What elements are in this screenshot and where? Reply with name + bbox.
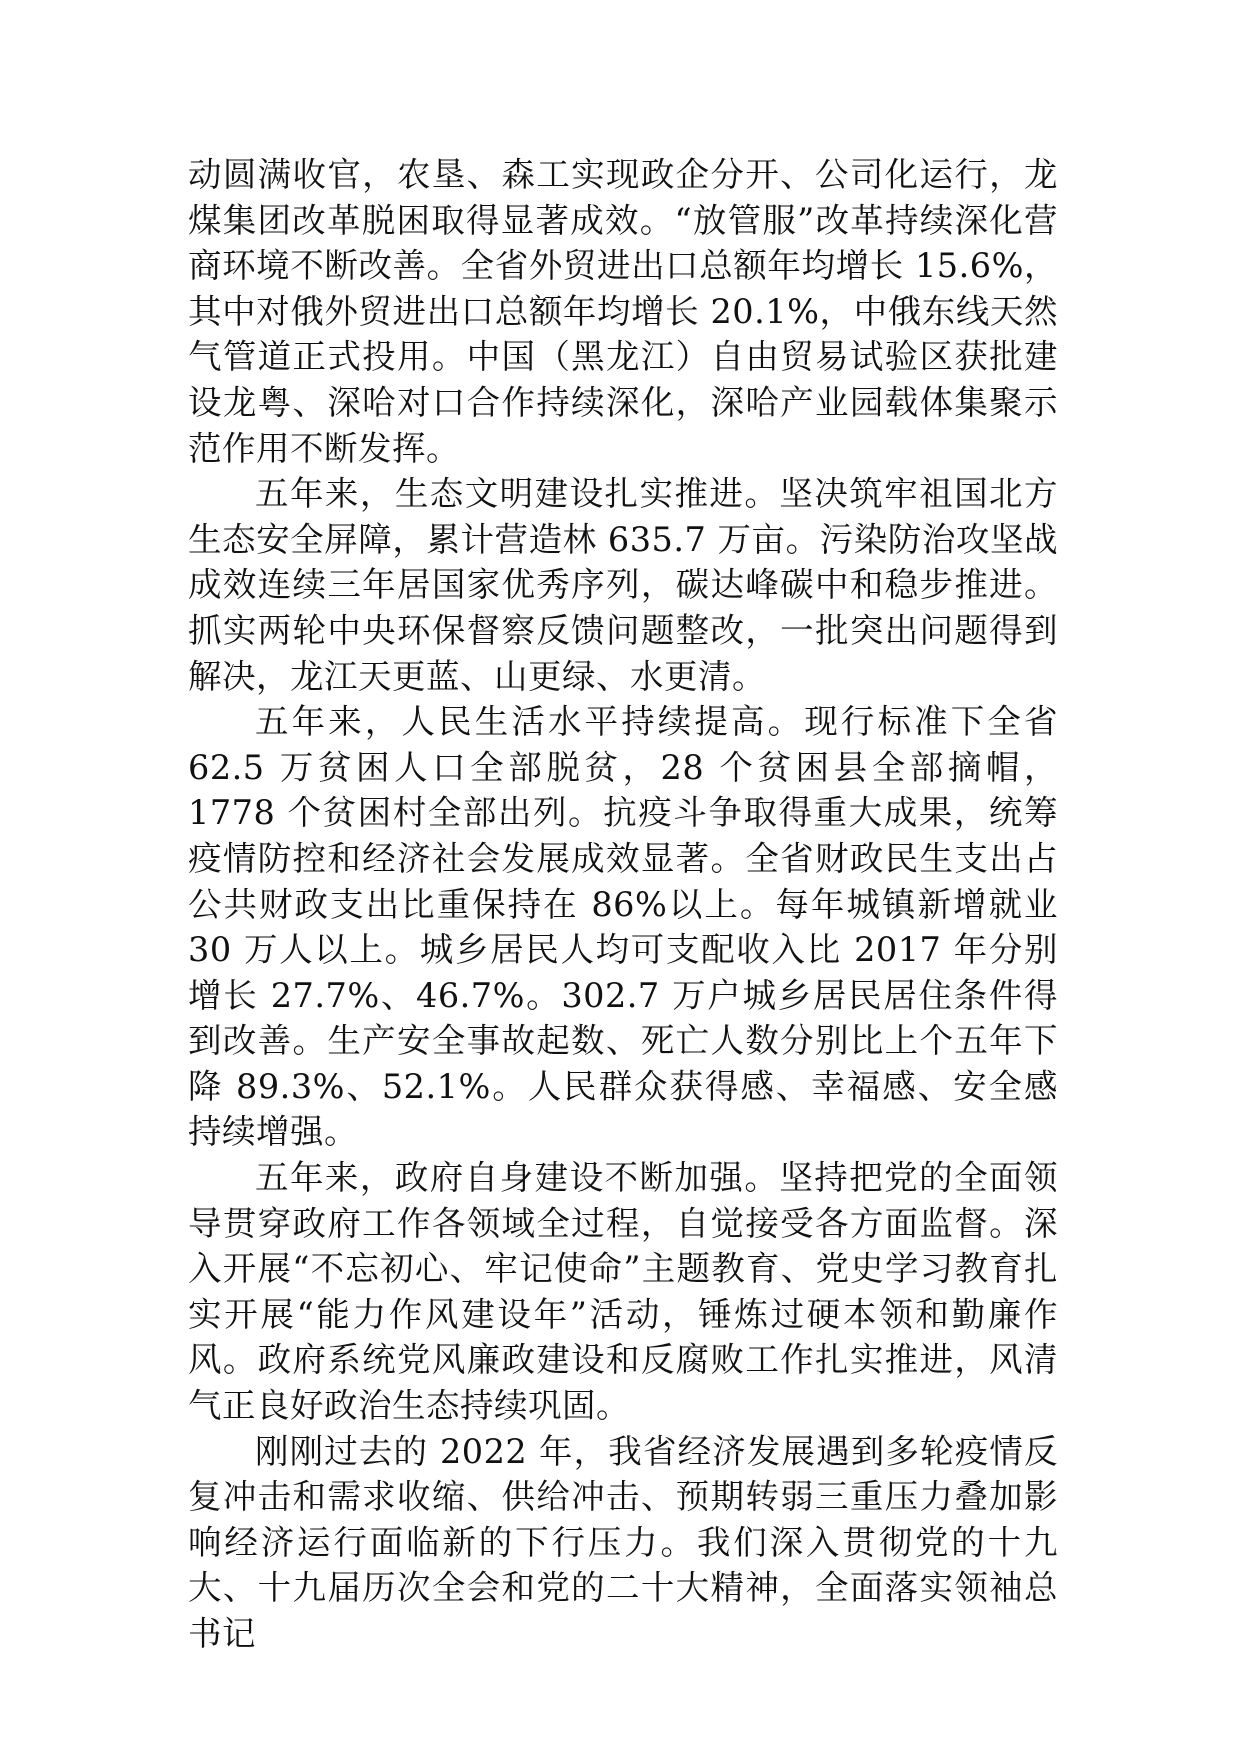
paragraph-government: 五年来，政府自身建设不断加强。坚持把党的全面领导贯穿政府工作各领域全过程，自觉接受各方面监督。深入开展“不忘初心、牢记使命”主题教育、党史学习教育扎实开展“能力作风建设年”活动，锤炼过硬本领和勤廉作风。政府系统党风廉政建设和反腐败工作扎实推进，风清气正良好政治生态持续巩固。 [188,1158,1058,1426]
paragraph-reform-opening: 动圆满收官，农垦、森工实现政企分开、公司化运行，龙煤集团改革脱困取得显著成效。“放管服”改革持续深化营商环境不断改善。全省外贸进出口总额年均增长 15.6%，其中对俄外贸进出口总额年均增长 20.1%，中俄东线天然气管道正式投用。中国（黑龙江）自由贸易试验区获批建设龙粤、深哈对口合作持续深化，深哈产业园载体集聚示范作用不断发挥。 [188,155,1058,468]
document-page [188,152,1058,1657]
paragraph-2022: 刚刚过去的 2022 年，我省经济发展遇到多轮疫情反复冲击和需求收缩、供给冲击、预期转弱三重压力叠加影响经济运行面临新的下行压力。我们深入贯彻党的十九大、十九届历次全会和党的二十大精神，全面落实领袖总书记 [188,1431,1058,1653]
paragraph-ecology: 五年来，生态文明建设扎实推进。坚决筑牢祖国北方生态安全屏障，累计营造林 635.7 万亩。污染防治攻坚战成效连续三年居国家优秀序列，碳达峰碳中和稳步推进。抓实两轮中央环保督察反馈问题整改，一批突出问题得到解决，龙江天更蓝、山更绿、水更清。 [188,474,1058,696]
paragraph-livelihood: 五年来，人民生活水平持续提高。现行标准下全省 62.5 万贫困人口全部脱贫，28 个贫困县全部摘帽，1778 个贫困村全部出列。抗疫斗争取得重大成果，统筹疫情防控和经济社会发展成效显著。全省财政民生支出占公共财政支出比重保持在 86%以上。每年城镇新增就业 30 万人以上。城乡居民人均可支配收入比 2017 年分别增长 27.7%、46.7%。302.7 万户城乡居民居住条件得到改善。生产安全事故起数、死亡人数分别比上个五年下降 89.3%、52.1%。人民群众获得感、幸福感、安全感持续增强。 [188,702,1058,1152]
